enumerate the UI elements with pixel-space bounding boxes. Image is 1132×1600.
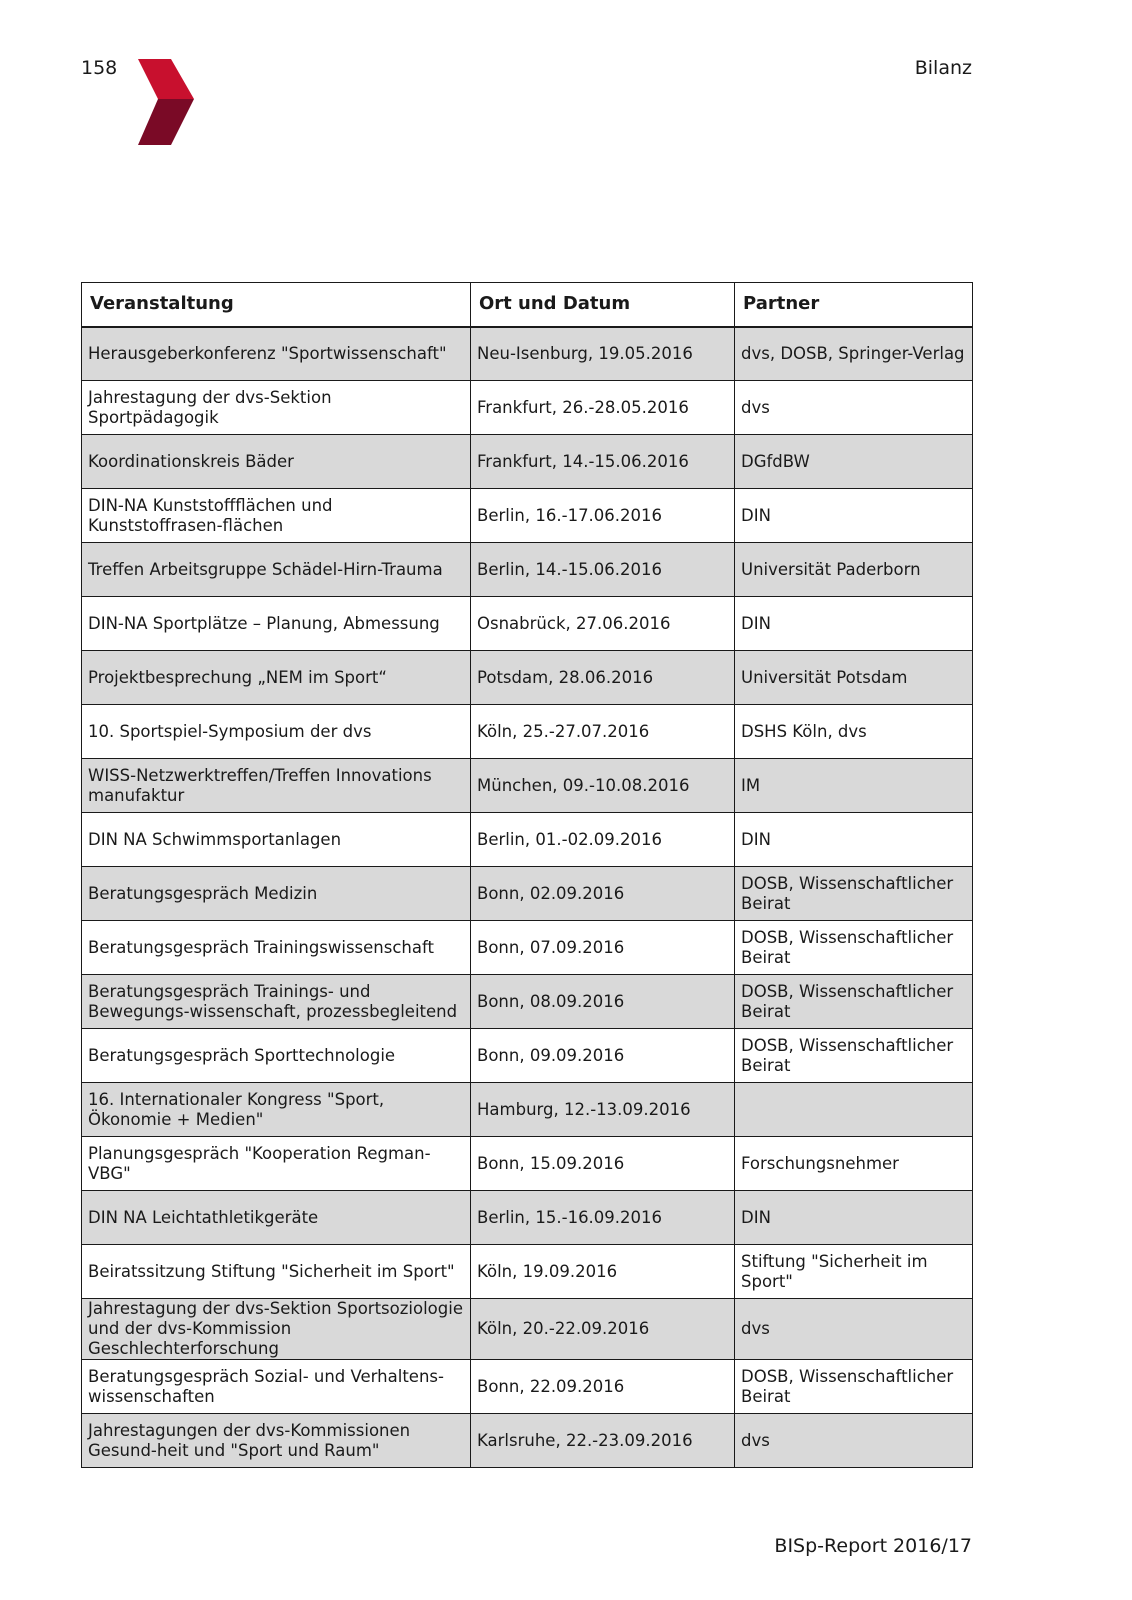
cell-place-date: Berlin, 14.-15.06.2016 [471,543,735,597]
cell-partner: Universität Paderborn [735,543,973,597]
cell-place-date: München, 09.-10.08.2016 [471,759,735,813]
cell-place-date: Frankfurt, 26.-28.05.2016 [471,381,735,435]
table-row [82,1245,973,1299]
table-row [82,543,973,597]
cell-event: Jahrestagungen der dvs-Kommissionen Gesund-heit und "Sport und Raum" [82,1414,471,1468]
cell-event: Beiratssitzung Stiftung "Sicherheit im Sport" [82,1245,471,1299]
cell-event: Jahrestagung der dvs-Sektion Sportpädagogik [82,381,471,435]
table-row [82,759,973,813]
table-row [82,651,973,705]
table-row [82,1029,973,1083]
table-row [82,1083,973,1137]
cell-partner: DIN [735,597,973,651]
table-header-row [82,283,973,327]
cell-event: Koordinationskreis Bäder [82,435,471,489]
section-title: Bilanz [914,57,972,79]
cell-event: DIN NA Leichtathletikgeräte [82,1191,471,1245]
cell-place-date: Hamburg, 12.-13.09.2016 [471,1083,735,1137]
chevron-logo-icon [138,59,194,145]
cell-event: 16. Internationaler Kongress "Sport, Ökonomie + Medien" [82,1083,471,1137]
cell-place-date: Berlin, 16.-17.06.2016 [471,489,735,543]
cell-event: Beratungsgespräch Sozial- und Verhaltens-wissenschaften [82,1360,471,1414]
cell-event: WISS-Netzwerktreffen/Treffen Innovations manufaktur [82,759,471,813]
cell-event: Projektbesprechung „NEM im Sport“ [82,651,471,705]
events-table [81,282,973,1468]
cell-place-date: Bonn, 07.09.2016 [471,921,735,975]
cell-place-date: Bonn, 02.09.2016 [471,867,735,921]
table-row [82,597,973,651]
logo-upper-part [138,59,194,99]
cell-place-date: Frankfurt, 14.-15.06.2016 [471,435,735,489]
cell-event: Planungsgespräch "Kooperation Regman-VBG" [82,1137,471,1191]
footer-report: BISp-Report 2016/17 [774,1535,972,1557]
cell-place-date: Bonn, 09.09.2016 [471,1029,735,1083]
cell-partner: DIN [735,489,973,543]
cell-partner: DOSB, Wissenschaftlicher Beirat [735,921,973,975]
cell-place-date: Köln, 25.-27.07.2016 [471,705,735,759]
cell-place-date: Neu-Isenburg, 19.05.2016 [471,327,735,381]
cell-partner: DOSB, Wissenschaftlicher Beirat [735,975,973,1029]
column-header-partner: Partner [735,283,973,327]
cell-partner [735,1083,973,1137]
cell-partner: IM [735,759,973,813]
cell-event: Herausgeberkonferenz "Sportwissenschaft" [82,327,471,381]
cell-partner: DIN [735,813,973,867]
cell-partner: dvs [735,1414,973,1468]
table-row [82,867,973,921]
cell-event: Beratungsgespräch Sporttechnologie [82,1029,471,1083]
table-row [82,1414,973,1468]
cell-partner: DIN [735,1191,973,1245]
cell-partner: DOSB, Wissenschaftlicher Beirat [735,867,973,921]
cell-event: Treffen Arbeitsgruppe Schädel-Hirn-Trauma [82,543,471,597]
cell-partner: Universität Potsdam [735,651,973,705]
cell-place-date: Potsdam, 28.06.2016 [471,651,735,705]
table-row [82,381,973,435]
table-row [82,435,973,489]
table-row [82,921,973,975]
cell-event: 10. Sportspiel-Symposium der dvs [82,705,471,759]
cell-event: Beratungsgespräch Trainingswissenschaft [82,921,471,975]
cell-event: Jahrestagung der dvs-Sektion Sportsoziologie und der dvs-Kommission Geschlechterforschung [82,1299,471,1360]
cell-partner: dvs [735,381,973,435]
cell-place-date: Köln, 20.-22.09.2016 [471,1299,735,1360]
cell-place-date: Karlsruhe, 22.-23.09.2016 [471,1414,735,1468]
table-body [82,327,973,1468]
cell-event: DIN NA Schwimmsportanlagen [82,813,471,867]
table-row [82,1299,973,1360]
cell-place-date: Bonn, 22.09.2016 [471,1360,735,1414]
cell-partner: dvs, DOSB, Springer-Verlag [735,327,973,381]
cell-event: Beratungsgespräch Medizin [82,867,471,921]
cell-place-date: Köln, 19.09.2016 [471,1245,735,1299]
cell-place-date: Bonn, 15.09.2016 [471,1137,735,1191]
table-row [82,489,973,543]
table-row [82,1191,973,1245]
cell-place-date: Bonn, 08.09.2016 [471,975,735,1029]
table-row [82,813,973,867]
column-header-event: Veranstaltung [82,283,471,327]
cell-event: Beratungsgespräch Trainings- und Bewegungs-wissenschaft, prozessbegleitend [82,975,471,1029]
cell-event: DIN-NA Sportplätze – Planung, Abmessung [82,597,471,651]
table-row [82,975,973,1029]
cell-partner: Stiftung "Sicherheit im Sport" [735,1245,973,1299]
cell-partner: DGfdBW [735,435,973,489]
table-row [82,327,973,381]
table-row [82,1360,973,1414]
column-header-place-date: Ort und Datum [471,283,735,327]
cell-partner: DOSB, Wissenschaftlicher Beirat [735,1360,973,1414]
cell-partner: dvs [735,1299,973,1360]
table-row [82,1137,973,1191]
cell-place-date: Berlin, 15.-16.09.2016 [471,1191,735,1245]
cell-place-date: Osnabrück, 27.06.2016 [471,597,735,651]
table-row [82,705,973,759]
logo-lower-part [138,99,194,145]
page-number: 158 [81,57,118,79]
cell-partner: Forschungsnehmer [735,1137,973,1191]
cell-event: DIN-NA Kunststoffflächen und Kunststoffrasen-flächen [82,489,471,543]
cell-partner: DOSB, Wissenschaftlicher Beirat [735,1029,973,1083]
cell-partner: DSHS Köln, dvs [735,705,973,759]
cell-place-date: Berlin, 01.-02.09.2016 [471,813,735,867]
